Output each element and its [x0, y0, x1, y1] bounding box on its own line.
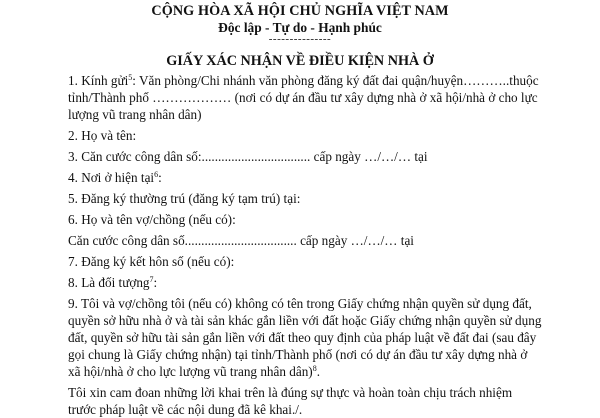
item6-spouse-name: 6. Họ và tên vợ/chồng (nếu có): [68, 212, 236, 227]
item2-fullname: 2. Họ và tên: [68, 128, 137, 143]
item3-label: 3. Căn cước công dân số: [68, 149, 202, 164]
item9-line1: 9. Tôi và vợ/chồng tôi (nếu có) không có tên trong Giấy chứng nhận quyền sử dụng đất, [68, 296, 532, 311]
footnote-ref-6: 6 [154, 170, 159, 179]
item1-line3: lượng vũ trang nhân dân) [68, 107, 202, 122]
item3-dots: ................................. [201, 149, 311, 164]
declaration-line2: trước pháp luật về các nội dung đã kê khai./. [68, 402, 303, 417]
national-title: CỘNG HÒA XÃ HỘI CHỦ NGHĨA VIỆT NAM [151, 3, 449, 19]
item3-id-card [68, 148, 428, 165]
item6-spouse-id [68, 232, 414, 249]
item8-colon: : [153, 275, 158, 290]
footnote-ref-5: 5 [128, 73, 133, 82]
item1-text: : Văn phòng/Chi nhánh văn phòng đăng ký đất đai quận/huyện………..thuộc [132, 73, 539, 88]
item9-line3: đất, quyền sở hữu tài sản gắn liền với đất theo quy định của pháp luật về đất đai (sau đây [68, 330, 537, 345]
item4-label: 4. Nơi ở hiện tại [68, 170, 155, 185]
item1-line2: tỉnh/Thành phố ……………… (nơi có dự án đầu tư xây dựng nhà ở xã hội/nhà ở cho lực [68, 90, 538, 105]
item1-label: 1. Kính gửi [68, 73, 129, 88]
item6b-dots: .................................. [184, 233, 297, 248]
declaration-line1: Tôi xin cam đoan những lời khai trên là đúng sự thực và hoàn toàn chịu trách nhiệm [68, 385, 513, 400]
item6b-date: cấp ngày …/…/… tại [296, 233, 414, 248]
item9-line5 [68, 363, 320, 380]
item9-end: . [316, 364, 320, 379]
item3-date: cấp ngày …/…/… tại [310, 149, 428, 164]
footnote-ref-7: 7 [149, 275, 154, 284]
item4-current-address [68, 169, 162, 186]
item8-beneficiary [68, 274, 157, 291]
item1-line1 [68, 72, 539, 89]
item9-line2: quyền sở hữu nhà ở và tài sản khác gắn liền với đất hoặc Giấy chứng nhận quyền sử dụng [68, 313, 542, 328]
item9-line4: gọi chung là Giấy chứng nhận) tại tỉnh/Thành phố (nơi có dự án đầu tư xây dựng nhà ở [68, 347, 528, 362]
item5-residence: 5. Đăng ký thường trú (đăng ký tạm trú) tại: [68, 191, 301, 206]
item7-marriage: 7. Đăng ký kết hôn số (nếu có): [68, 254, 235, 269]
footnote-ref-8: 8 [312, 364, 317, 373]
item4-colon: : [158, 170, 162, 185]
national-motto: Độc lập - Tự do - Hạnh phúc [218, 20, 382, 35]
document-title: GIẤY XÁC NHẬN VỀ ĐIỀU KIỆN NHÀ Ở [166, 53, 434, 69]
item9-line5-text: xã hội/nhà ở cho lực lượng vũ trang nhân dân) [68, 364, 313, 379]
item8-label: 8. Là đối tượng [68, 275, 150, 290]
header-divider: --------------- [268, 33, 332, 45]
item6b-label: Căn cước công dân số [68, 233, 185, 248]
